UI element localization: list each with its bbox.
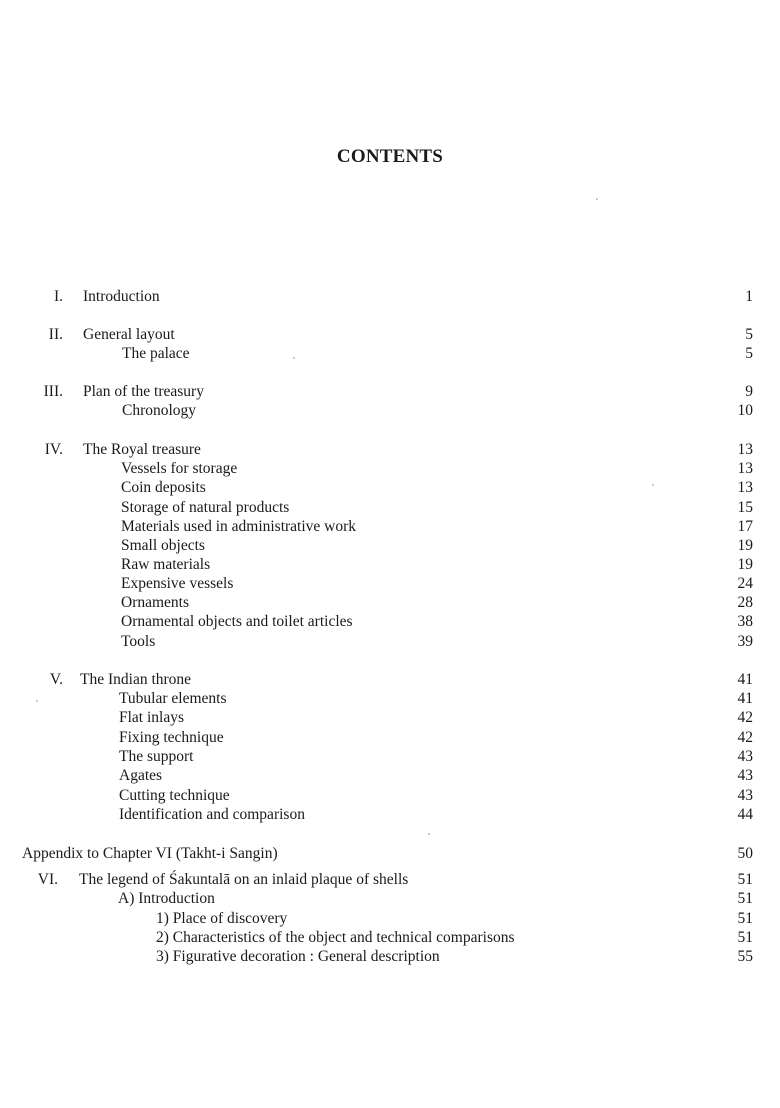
chapter-numeral: I.	[53, 288, 63, 305]
page-number: 9	[745, 383, 753, 400]
section-title: Ornamental objects and toilet articles	[121, 613, 353, 630]
chapter-numeral: V.	[49, 671, 63, 688]
section-title: Small objects	[121, 537, 205, 554]
page-number: 5	[745, 345, 753, 362]
page-number: 41	[737, 671, 753, 688]
chapter-title: The Indian throne	[80, 671, 192, 688]
chapter-title: General layout	[83, 326, 175, 343]
page-number: 13	[737, 460, 753, 477]
chapter-numeral: II.	[48, 326, 63, 343]
section-title: Coin deposits	[121, 479, 206, 496]
section-title: Storage of natural products	[121, 499, 290, 516]
page-number: 43	[737, 748, 753, 765]
appendix-title: Appendix to Chapter VI (Takht-i Sangin)	[22, 845, 278, 862]
section-title: The palace	[122, 345, 190, 362]
chapter-title: Plan of the treasury	[83, 383, 204, 400]
section-title: Identification and comparison	[119, 806, 305, 823]
scan-speck	[428, 833, 430, 835]
page-title: CONTENTS	[336, 146, 444, 167]
chapter-title: The Royal treasure	[83, 441, 201, 458]
subsection-title: 3) Figurative decoration : General description	[156, 948, 440, 965]
section-title: Fixing technique	[119, 729, 224, 746]
scan-speck	[36, 700, 38, 702]
page-number: 39	[737, 633, 753, 650]
page-number: 51	[737, 910, 753, 927]
section-title: Tools	[121, 633, 156, 650]
page-number: 55	[737, 948, 753, 965]
chapter-title: Introduction	[83, 288, 160, 305]
page-number: 42	[737, 729, 753, 746]
page-number: 17	[737, 518, 753, 535]
scan-speck	[596, 198, 598, 200]
section-title: Tubular elements	[119, 690, 227, 707]
section-title: Cutting technique	[119, 787, 230, 804]
page-number: 19	[737, 537, 753, 554]
section-title: The support	[119, 748, 194, 765]
subsection-title: 1) Place of discovery	[156, 910, 288, 927]
page-number: 51	[737, 929, 753, 946]
page-number: 41	[737, 690, 753, 707]
page-number: 50	[737, 845, 753, 862]
page-number: 1	[745, 288, 753, 305]
page-number: 13	[737, 441, 753, 458]
section-title: Agates	[119, 767, 163, 784]
chapter-numeral: III.	[43, 383, 63, 400]
page-number: 13	[737, 479, 753, 496]
section-title: Flat inlays	[119, 709, 185, 726]
page-number: 28	[737, 594, 753, 611]
scan-speck	[652, 484, 654, 486]
section-title: Chronology	[122, 402, 197, 419]
scan-speck	[293, 357, 295, 359]
section-title: Expensive vessels	[121, 575, 234, 592]
page-number: 43	[737, 787, 753, 804]
section-title: Raw materials	[121, 556, 211, 573]
page-number: 24	[737, 575, 753, 592]
page-number: 5	[745, 326, 753, 343]
chapter-title: The legend of Śakuntalā on an inlaid plaque of shells	[79, 871, 409, 888]
chapter-numeral: IV.	[44, 441, 63, 458]
page-number: 10	[737, 402, 753, 419]
page-number: 42	[737, 709, 753, 726]
page-number: 38	[737, 613, 753, 630]
chapter-numeral: VI.	[37, 871, 58, 888]
page-number: 43	[737, 767, 753, 784]
section-title: Ornaments	[121, 594, 190, 611]
subsection-title: 2) Characteristics of the object and technical comparisons	[156, 929, 515, 946]
page-number: 19	[737, 556, 753, 573]
section-title: Vessels for storage	[121, 460, 238, 477]
page-number: 44	[737, 806, 753, 823]
page-number: 51	[737, 871, 753, 888]
page-number: 15	[737, 499, 753, 516]
page-number: 51	[737, 890, 753, 907]
section-title: Materials used in administrative work	[121, 518, 357, 535]
section-title: A) Introduction	[118, 890, 215, 907]
